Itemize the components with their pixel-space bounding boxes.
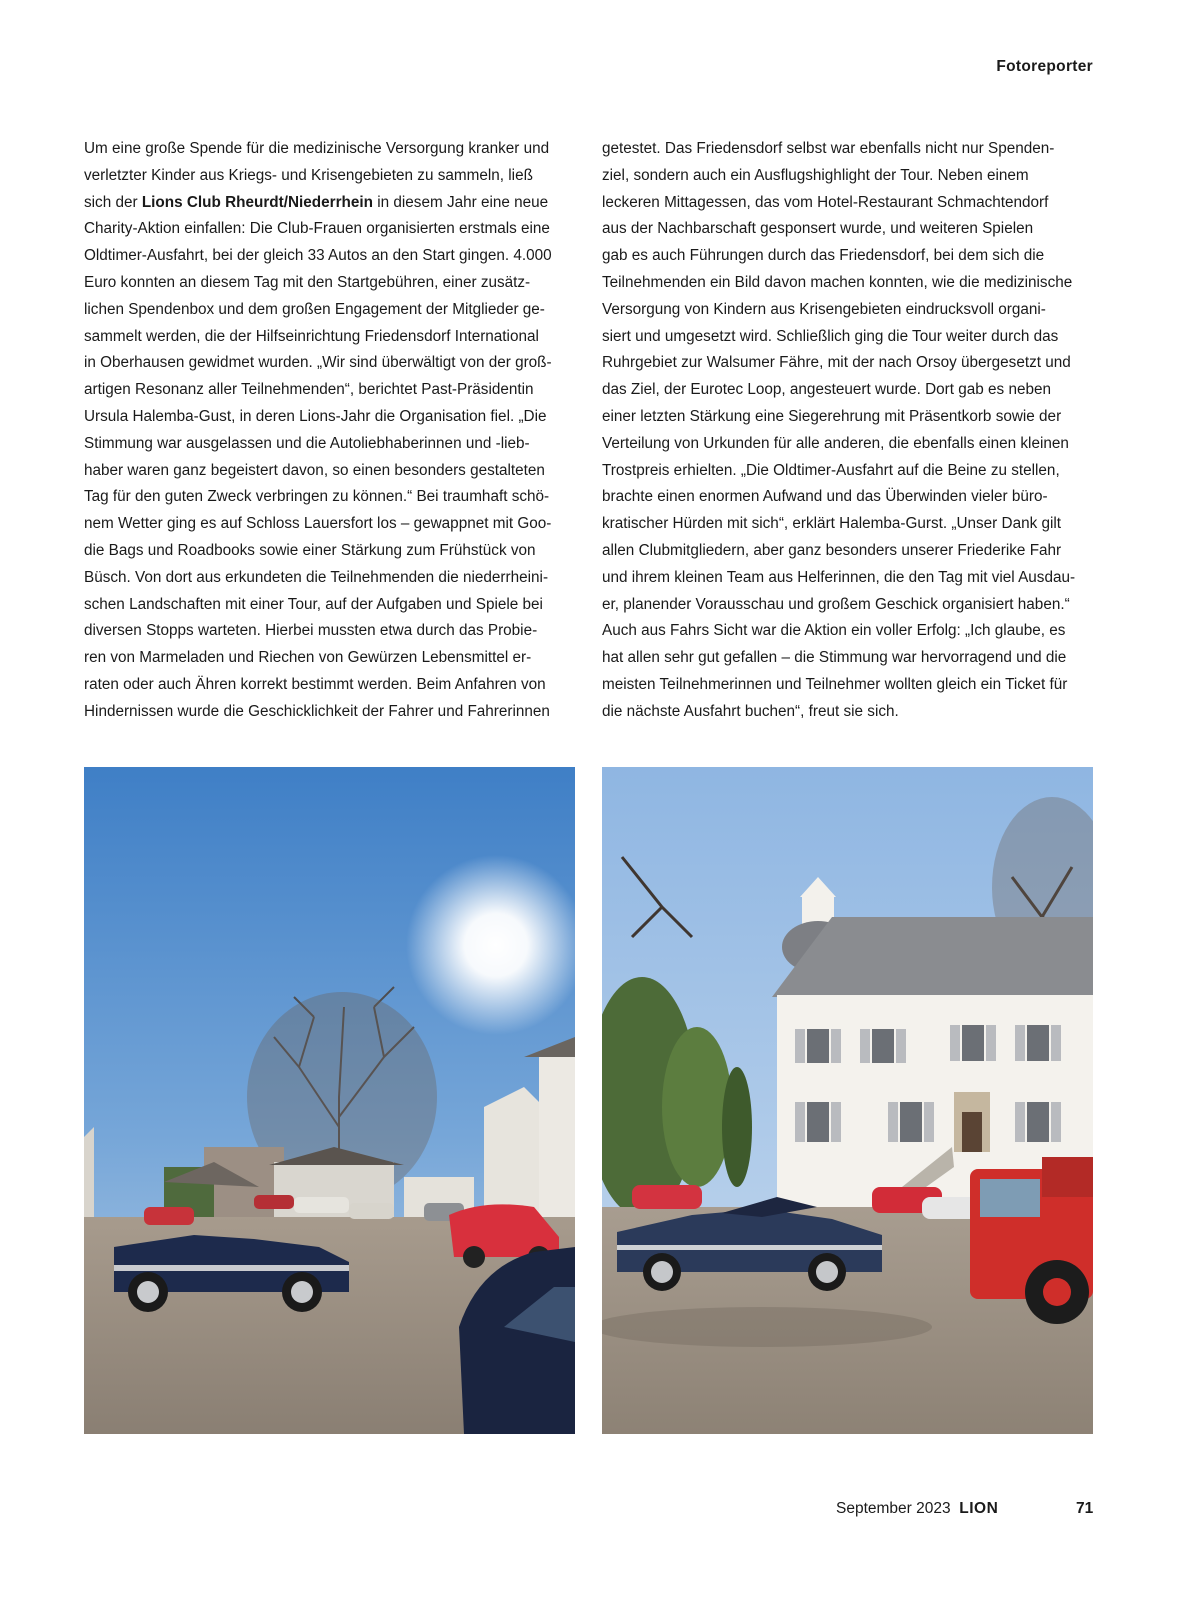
magazine-brand: LION (959, 1500, 999, 1517)
text-line: in Oberhausen gewidmet wurden. „Wir sind überwältigt von der groß- (84, 354, 552, 372)
text-line: hat allen sehr gut gefallen – die Stimmung war hervorragend und die (602, 649, 1067, 667)
text-line: allen Clubmitgliedern, aber ganz besonders unserer Friederike Fahr (602, 541, 1062, 559)
photo-oldtimer-courtyard (84, 767, 575, 1434)
page-number: 71 (1076, 1500, 1094, 1517)
text-line: Verteilung von Urkunden für alle anderen, die ebenfalls einen kleinen (602, 434, 1069, 452)
text-line: Ruhrgebiet zur Walsumer Fähre, mit der nach Orsoy übergesetzt und (602, 354, 1071, 372)
text-line: die nächste Ausfahrt buchen“, freut sie sich. (602, 702, 899, 720)
text-line: aus der Nachbarschaft gesponsert wurde, und weiteren Spielen (602, 220, 1034, 238)
text-line: das Ziel, der Eurotec Loop, angesteuert wurde. Dort gab es neben (602, 381, 1051, 399)
article-column-left (84, 136, 584, 726)
text-line: Oldtimer-Ausfahrt, bei der gleich 33 Autos an den Start gingen. 4.000 (84, 247, 552, 265)
text-line: verletzter Kinder aus Kriegs- und Krisengebieten zu sammeln, ließ (84, 166, 533, 184)
text-line: Hindernissen wurde die Geschicklichkeit der Fahrer und Fahrerinnen (84, 702, 550, 720)
text-line: Trostpreis erhielten. „Die Oldtimer-Ausfahrt auf die Beine zu stellen, (602, 461, 1060, 479)
text-line: Versorgung von Kindern aus Krisengebieten eindrucksvoll organi- (602, 300, 1046, 318)
text-line: getestet. Das Friedensdorf selbst war ebenfalls nicht nur Spenden- (602, 140, 1055, 157)
text-line: gab es auch Führungen durch das Friedensdorf, bei dem sich die (602, 247, 1045, 265)
text-line: haber waren ganz begeistert davon, so einen besonders gestalteten (84, 461, 545, 479)
text-line: artigen Resonanz aller Teilnehmenden“, berichtet Past-Präsidentin (84, 381, 534, 399)
text-line: ziel, sondern auch ein Ausflugshighlight der Tour. Neben einem (602, 166, 1029, 184)
text-line: diversen Stopps warteten. Hierbei mussten etwa durch das Probie- (84, 622, 538, 640)
text-line: Um eine große Spende für die medizinische Versorgung kranker und (84, 140, 550, 157)
text-line: einer letzten Stärkung eine Siegerehrung mit Präsentkorb sowie der (602, 407, 1062, 425)
article-column-right (602, 136, 1102, 726)
section-label: Fotoreporter (996, 58, 1093, 75)
text-fragment: sich der (84, 193, 142, 211)
text-line: Büsch. Von dort aus erkundeten die Teilnehmenden die niederrheini- (84, 568, 549, 586)
text-line: ren von Marmeladen und Riechen von Gewürzen Lebensmittel er- (84, 649, 532, 667)
text-fragment: in diesem Jahr eine neue (372, 193, 549, 211)
text-line (84, 190, 584, 217)
text-line: Auch aus Fahrs Sicht war die Aktion ein voller Erfolg: „Ich glaube, es (602, 622, 1066, 640)
text-line: Teilnehmenden ein Bild davon machen konnten, wie die medizinische (602, 273, 1073, 291)
text-line: schen Landschaften mit einer Tour, auf der Aufgaben und Spiele bei (84, 595, 543, 613)
text-line: Charity-Aktion einfallen: Die Club-Frauen organisierten erstmals eine (84, 220, 550, 238)
photo-castle-cars-image (602, 767, 1093, 1434)
club-name: Lions Club Rheurdt/Niederrhein (141, 193, 373, 211)
text-line: raten oder auch Ähren korrekt bestimmt werden. Beim Anfahren von (84, 675, 546, 693)
text-line: lichen Spendenbox und dem großen Engagement der Mitglieder ge- (84, 300, 545, 318)
photo-oldtimer-courtyard-image (84, 767, 575, 1434)
text-line: Stimmung war ausgelassen und die Autoliebhaberinnen und -lieb- (84, 434, 530, 452)
photo-castle-cars (602, 767, 1093, 1434)
text-line: Tag für den guten Zweck verbringen zu können.“ Bei traumhaft schö- (84, 488, 550, 506)
text-line: Euro konnten an diesem Tag mit den Startgebühren, einer zusätz- (84, 273, 531, 291)
footer (836, 1500, 998, 1518)
text-line: nem Wetter ging es auf Schloss Lauersfort los – gewappnet mit Goo- (84, 515, 552, 533)
text-line: sammelt werden, die der Hilfseinrichtung Friedensdorf International (84, 327, 539, 345)
text-line: Ursula Halemba-Gust, in deren Lions-Jahr die Organisation fiel. „Die (84, 407, 547, 425)
text-line: brachte einen enormen Aufwand und das Überwinden vieler büro- (602, 488, 1048, 506)
text-line: meisten Teilnehmerinnen und Teilnehmer wollten gleich ein Ticket für (602, 675, 1068, 693)
text-line: kratischer Hürden mit sich“, erklärt Halemba-Gurst. „Unser Dank gilt (602, 515, 1062, 533)
text-line: die Bags und Roadbooks sowie einer Stärkung zum Frühstück von (84, 541, 536, 559)
text-line: leckeren Mittagessen, das vom Hotel-Restaurant Schmachtendorf (602, 193, 1049, 211)
text-line: siert und umgesetzt wird. Schließlich ging die Tour weiter durch das (602, 327, 1059, 345)
issue-date: September 2023 (836, 1500, 951, 1517)
text-line: er, planender Vorausschau und großem Geschick organisiert haben.“ (602, 595, 1070, 613)
text-line: und ihrem kleinen Team aus Helferinnen, die den Tag mit viel Ausdau- (602, 568, 1076, 586)
